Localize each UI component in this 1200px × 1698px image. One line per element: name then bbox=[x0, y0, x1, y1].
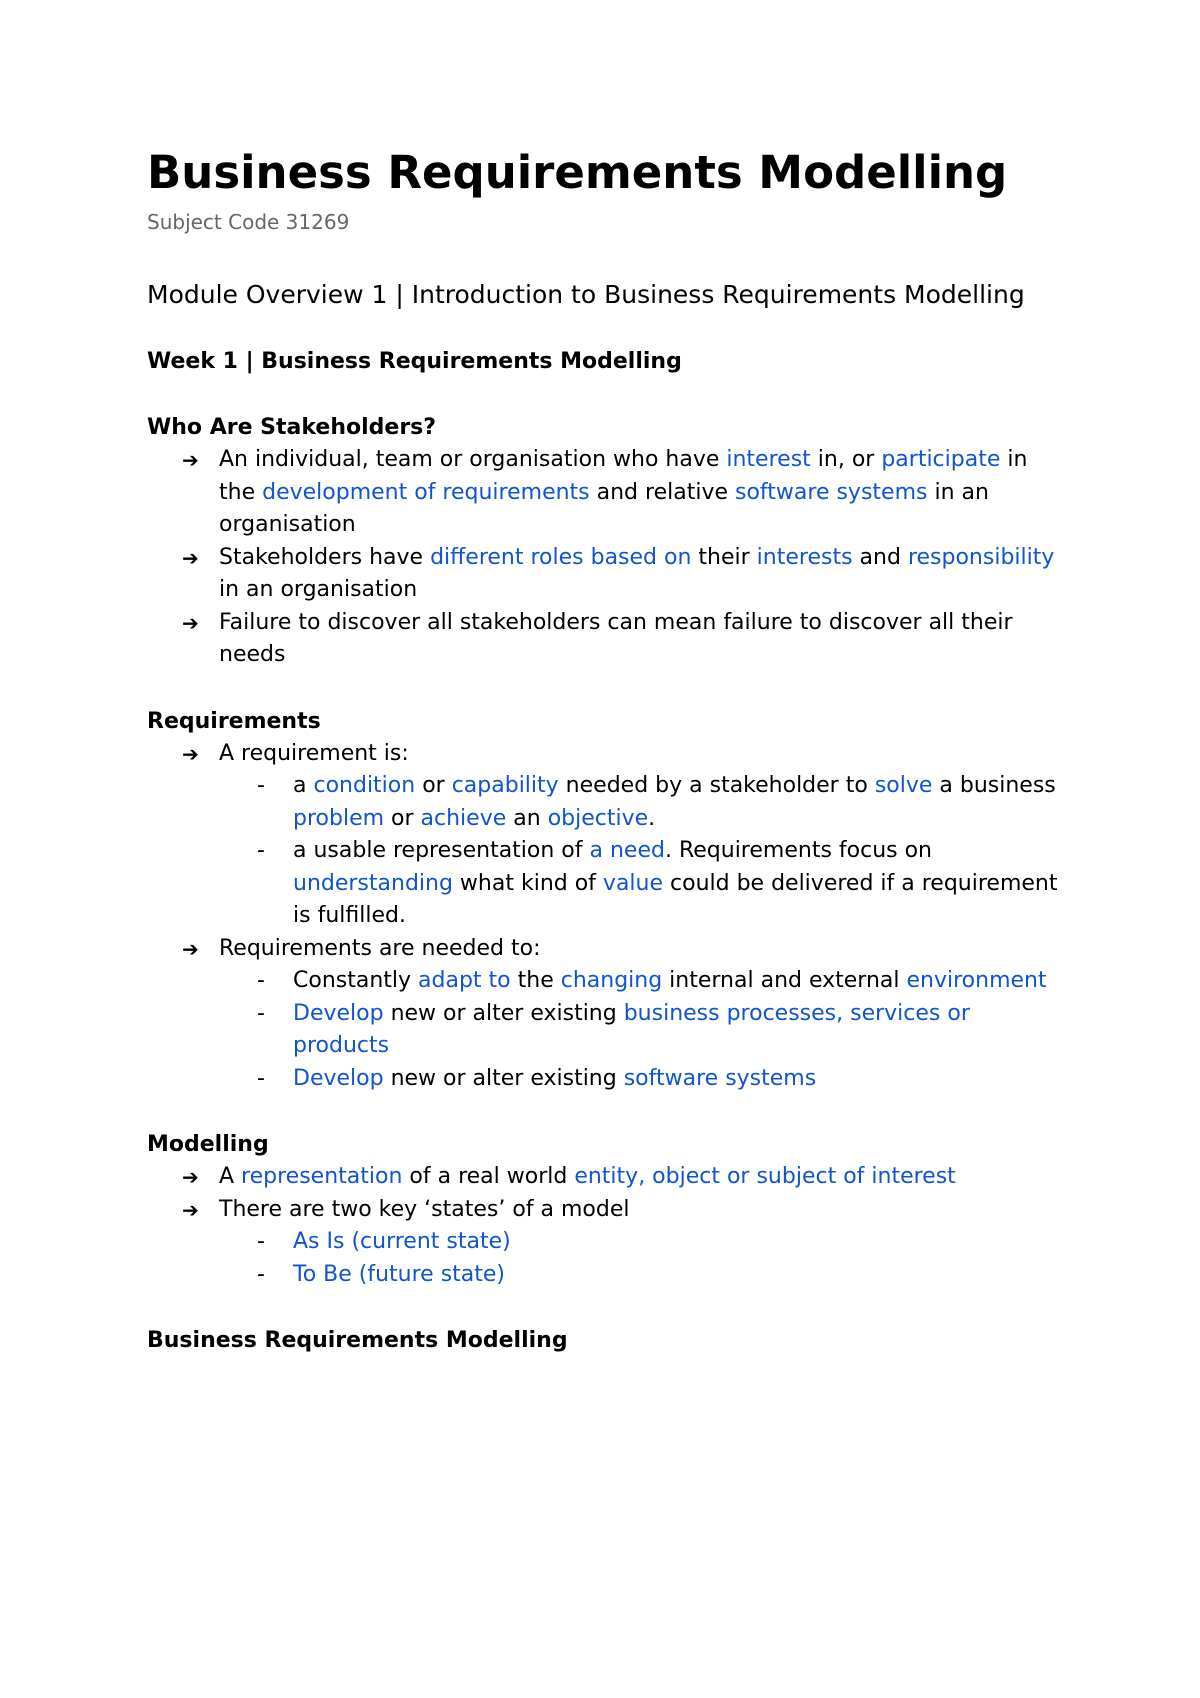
arrow-bullet-icon: ➔ bbox=[182, 936, 199, 961]
bullet-text: or bbox=[415, 773, 452, 798]
bullet-text: in the bbox=[219, 447, 1028, 505]
bullet-text: Failure to discover all stakeholders can mean failure to discover all their needs bbox=[219, 609, 1013, 667]
document-content bbox=[147, 140, 1067, 1357]
sub-bullet-item bbox=[147, 1063, 1067, 1096]
bullet-text: Requirements are needed to: bbox=[219, 935, 541, 961]
bullet-text: could be delivered if a requirement is fulfilled. bbox=[293, 870, 1058, 928]
bullet-text: A requirement is: bbox=[219, 740, 409, 766]
bullet-text: a bbox=[293, 773, 314, 798]
bullet-text: needed by a stakeholder to bbox=[558, 773, 875, 798]
highlighted-term: software systems bbox=[623, 1065, 817, 1091]
highlighted-term: participate bbox=[881, 447, 1001, 472]
highlighted-term: problem bbox=[293, 805, 385, 831]
highlighted-term: Develop bbox=[293, 1000, 384, 1026]
bullet-item bbox=[147, 607, 1067, 672]
subject-code: Subject Code 31269 bbox=[147, 210, 350, 234]
dash-bullet-icon: - bbox=[257, 1000, 265, 1026]
arrow-bullet-icon: ➔ bbox=[182, 1197, 199, 1222]
dash-bullet-icon: - bbox=[257, 838, 265, 863]
dash-bullet-icon: - bbox=[257, 968, 265, 993]
highlighted-term: achieve bbox=[420, 805, 507, 831]
bullet-text: An individual, team or organisation who have bbox=[219, 447, 727, 472]
highlighted-term: development of requirements bbox=[262, 479, 590, 505]
dash-bullet-icon: - bbox=[257, 1065, 265, 1091]
bullet-text: the bbox=[510, 968, 561, 993]
bullet-text: . bbox=[648, 805, 656, 831]
bullet-text: a usable representation of bbox=[293, 838, 590, 863]
highlighted-term: To Be (future state) bbox=[293, 1261, 506, 1287]
highlighted-term: solve bbox=[874, 773, 933, 798]
highlighted-term: software systems bbox=[735, 479, 928, 505]
bullet-text: and relative bbox=[589, 479, 735, 505]
dash-bullet-icon: - bbox=[257, 1229, 265, 1254]
module-heading: Module Overview 1 | Introduction to Business Requirements Modelling bbox=[147, 280, 1025, 309]
bullet-item bbox=[147, 738, 1067, 933]
highlighted-term: value bbox=[602, 870, 664, 896]
sub-bullet-item bbox=[147, 965, 1067, 998]
highlighted-term: environment bbox=[906, 968, 1047, 993]
highlighted-term: responsibility bbox=[907, 544, 1055, 570]
stakeholders-heading: Who Are Stakeholders? bbox=[147, 415, 437, 440]
dash-bullet-icon: - bbox=[257, 773, 265, 798]
requirements-list bbox=[147, 738, 1067, 1096]
bullet-item bbox=[147, 933, 1067, 1096]
sub-bullet-item bbox=[147, 1259, 1067, 1292]
sub-bullet-list bbox=[147, 770, 1067, 933]
highlighted-term: Develop bbox=[293, 1065, 384, 1091]
document-title: Business Requirements Modelling bbox=[147, 146, 1008, 199]
modelling-heading: Modelling bbox=[147, 1132, 269, 1157]
bullet-text: new or alter existing bbox=[383, 1000, 624, 1026]
bullet-text: A bbox=[219, 1164, 242, 1189]
bullet-text: what kind of bbox=[452, 870, 603, 896]
bullet-text: or bbox=[384, 805, 421, 831]
requirements-heading: Requirements bbox=[147, 708, 321, 734]
arrow-bullet-icon: ➔ bbox=[182, 610, 199, 635]
bullet-text: in an organisation bbox=[219, 479, 989, 537]
bullet-text: Constantly bbox=[293, 968, 419, 993]
highlighted-term: representation bbox=[241, 1164, 403, 1189]
bullet-text: in, or bbox=[810, 447, 882, 472]
bullet-text: of a real world bbox=[402, 1164, 575, 1189]
modelling-list bbox=[147, 1161, 1067, 1291]
arrow-bullet-icon: ➔ bbox=[182, 1165, 199, 1189]
arrow-bullet-icon: ➔ bbox=[182, 545, 199, 570]
bullet-text: new or alter existing bbox=[383, 1065, 624, 1091]
highlighted-term: adapt to bbox=[418, 968, 511, 993]
highlighted-term: a need bbox=[589, 838, 665, 863]
highlighted-term: business processes, services or products bbox=[293, 1000, 970, 1058]
highlighted-term: interests bbox=[756, 544, 853, 570]
arrow-bullet-icon: ➔ bbox=[182, 448, 199, 472]
sub-bullet-list bbox=[147, 1226, 1067, 1291]
sub-bullet-item bbox=[147, 770, 1067, 835]
bullet-text: a business bbox=[932, 773, 1056, 798]
bullet-text: Stakeholders have bbox=[219, 544, 431, 570]
bullet-text: and bbox=[852, 544, 908, 570]
bullet-item bbox=[147, 444, 1067, 542]
arrow-bullet-icon: ➔ bbox=[182, 741, 199, 766]
bullet-text: There are two key ‘states’ of a model bbox=[219, 1196, 630, 1222]
highlighted-term: changing bbox=[560, 968, 663, 993]
week-heading: Week 1 | Business Requirements Modelling bbox=[147, 349, 682, 374]
bullet-item bbox=[147, 1161, 1067, 1194]
bullet-text: in an organisation bbox=[219, 577, 418, 602]
highlighted-term: condition bbox=[313, 773, 416, 798]
bullet-text: internal and external bbox=[662, 968, 907, 993]
bullet-text: . Requirements focus on bbox=[664, 838, 932, 863]
sub-bullet-list bbox=[147, 965, 1067, 1095]
sub-bullet-item bbox=[147, 998, 1067, 1063]
bullet-text: an bbox=[506, 805, 548, 831]
highlighted-term: capability bbox=[451, 773, 559, 798]
sub-bullet-item bbox=[147, 1226, 1067, 1259]
bullet-item bbox=[147, 1194, 1067, 1292]
bullet-text: their bbox=[691, 544, 757, 570]
highlighted-term: As Is (current state) bbox=[293, 1229, 511, 1254]
highlighted-term: entity, object or subject of interest bbox=[574, 1164, 956, 1189]
stakeholders-list bbox=[147, 444, 1067, 672]
sub-bullet-item bbox=[147, 835, 1067, 933]
highlighted-term: interest bbox=[726, 447, 811, 472]
highlighted-term: understanding bbox=[293, 870, 453, 896]
brm-heading: Business Requirements Modelling bbox=[147, 1328, 568, 1353]
dash-bullet-icon: - bbox=[257, 1261, 265, 1287]
highlighted-term: different roles based on bbox=[430, 544, 692, 570]
bullet-item bbox=[147, 542, 1067, 607]
highlighted-term: objective bbox=[547, 805, 649, 831]
